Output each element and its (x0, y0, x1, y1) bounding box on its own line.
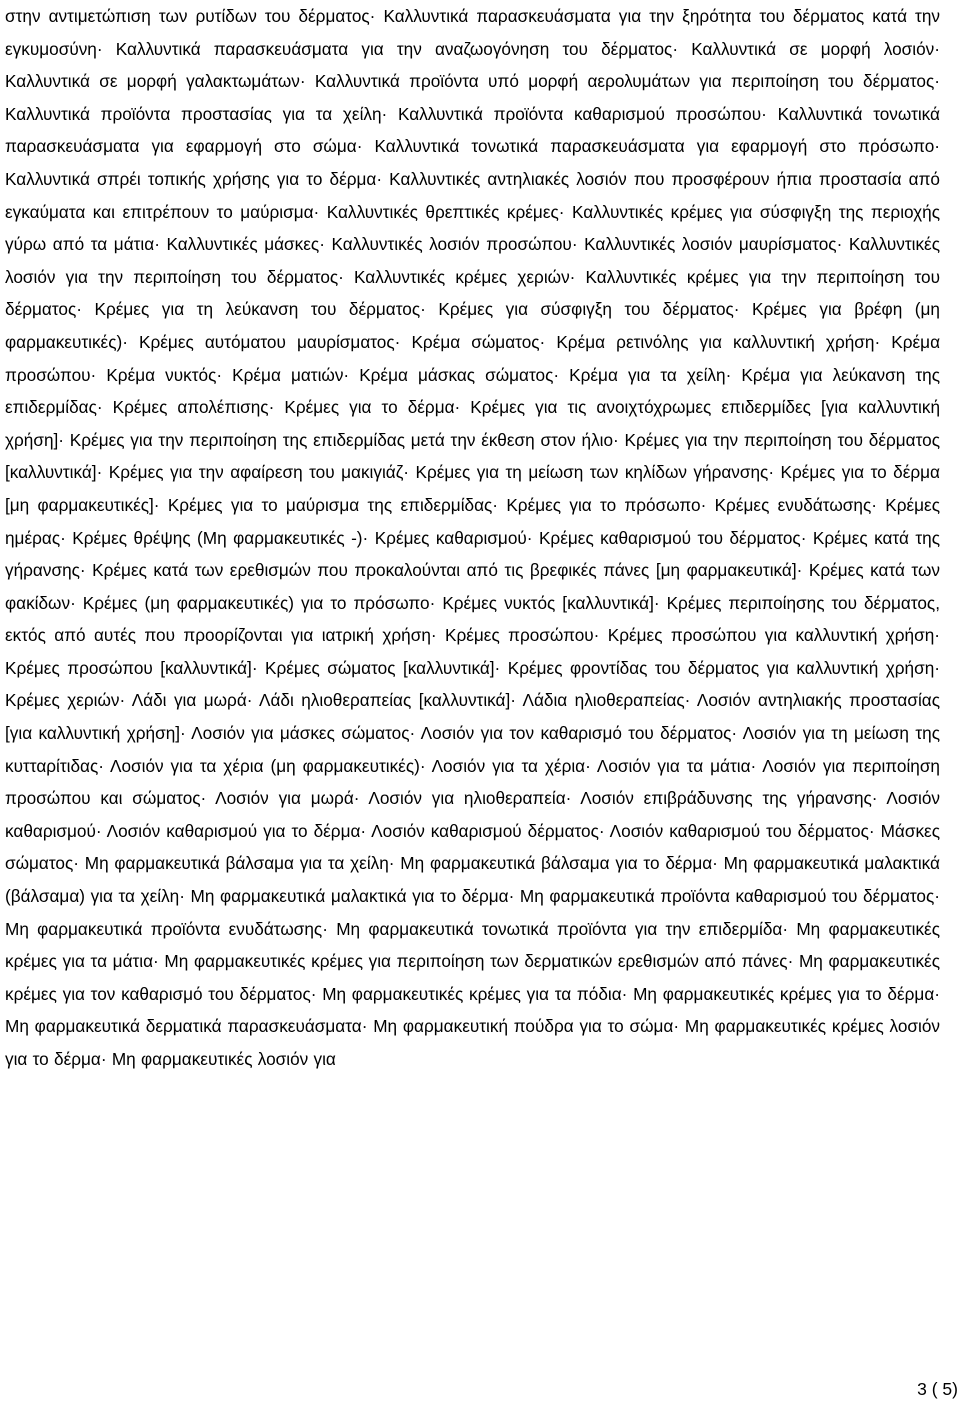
document-body-text: στην αντιμετώπιση των ρυτίδων του δέρματος· Καλλυντικά παρασκευάσματα για την ξηρότητα του δέρματος κατά την εγκυμοσύνη· Καλλυντικά παρασκευάσματα για την αναζωογόνηση του δέρματος· Καλλυντικά σε μορφή λοσιόν· Καλλυντικά σε μορφή γαλακτωμάτων· Καλλυντικά προϊόντα υπό μορφή αερολυμάτων για περιποίηση του δέρματος· Καλλυντικά προϊόντα προστασίας για τα χείλη· Καλλυντικά προϊόντα καθαρισμού προσώπου· Καλλυντικά τονωτικά παρασκευάσματα για εφαρμογή στο σώμα· Καλλυντικά τονωτικά παρασκευάσματα για εφαρμογή στο πρόσωπο· Καλλυντικά σπρέι τοπικής χρήσης για το δέρμα· Καλλυντικές αντηλιακές λοσιόν που προσφέρουν ήπια προστασία από εγκαύματα και επιτρέπουν το μαύρισμα· Καλλυντικές θρεπτικές κρέμες· Καλλυντικές κρέμες για σύσφιγξη της περιοχής γύρω από τα μάτια· Καλλυντικές μάσκες· Καλλυντικές λοσιόν προσώπου· Καλλυντικές λοσιόν μαυρίσματος· Καλλυντικές λοσιόν για την περιποίηση του δέρματος· Καλλυντικές κρέμες χεριών· Καλλυντικές κρέμες για την περιποίηση του δέρματος· Κρέμες για τη λεύκανση του δέρματος· Κρέμες για σύσφιγξη του δέρματος· Κρέμες για βρέφη (μη φαρμακευτικές)· Κρέμες αυτόματου μαυρίσματος· Κρέμα σώματος· Κρέμα ρετινόλης για καλλυντική χρήση· Κρέμα προσώπου· Κρέμα νυκτός· Κρέμα ματιών· Κρέμα μάσκας σώματος· Κρέμα για τα χείλη· Κρέμα για λεύκανση της επιδερμίδας· Κρέμες απολέπισης· Κρέμες για το δέρμα· Κρέμες για τις ανοιχτόχρωμες επιδερμίδες [για καλλυντική χρήση]· Κρέμες για την περιποίηση της επιδερμίδας μετά την έκθεση στον ήλιο· Κρέμες για την περιποίηση του δέρματος [καλλυντικά]· Κρέμες για την αφαίρεση του μακιγιάζ· Κρέμες για τη μείωση των κηλίδων γήρανσης· Κρέμες για το δέρμα [μη φαρμακευτικές]· Κρέμες για το μαύρισμα της επιδερμίδας· Κρέμες για το πρόσωπο· Κρέμες ενυδάτωσης· Κρέμες ημέρας· Κρέμες θρέψης (Μη φαρμακευτικές -)· Κρέμες καθαρισμού· Κρέμες καθαρισμού του δέρματος· Κρέμες κατά της γήρανσης· Κρέμες κατά των ερεθισμών που προκαλούνται από τις βρεφικές πάνες [μη φαρμακευτικά]· Κρέμες κατά των φακίδων· Κρέμες (μη φαρμακευτικές) για το πρόσωπο· Κρέμες νυκτός [καλλυντικά]· Κρέμες περιποίησης του δέρματος, εκτός από αυτές που προορίζονται για ιατρική χρήση· Κρέμες προσώπου· Κρέμες προσώπου για καλλυντική χρήση· Κρέμες προσώπου [καλλυντικά]· Κρέμες σώματος [καλλυντικά]· Κρέμες φροντίδας του δέρματος για καλλυντική χρήση· Κρέμες χεριών· Λάδι για μωρά· Λάδι ηλιοθεραπείας [καλλυντικά]· Λάδια ηλιοθεραπείας· Λοσιόν αντηλιακής προστασίας [για καλλυντική χρήση]· Λοσιόν για μάσκες σώματος· Λοσιόν για τον καθαρισμό του δέρματος· Λοσιόν για τη μείωση της κυτταρίτιδας· Λοσιόν για τα χέρια (μη φαρμακευτικές)· Λοσιόν για τα χέρια· Λοσιόν για τα μάτια· Λοσιόν για περιποίηση προσώπου και σώματος· Λοσιόν για μωρά· Λοσιόν για ηλιοθεραπεία· Λοσιόν επιβράδυνσης της γήρανσης· Λοσιόν καθαρισμού· Λοσιόν καθαρισμού για το δέρμα· Λοσιόν καθαρισμού δέρματος· Λοσιόν καθαρισμού του δέρματος· Μάσκες σώματος· Μη φαρμακευτικά βάλσαμα για τα χείλη· Μη φαρμακευτικά βάλσαμα για το δέρμα· Μη φαρμακευτικά μαλακτικά (βάλσαμα) για τα χείλη· Μη φαρμακευτικά μαλακτικά για το δέρμα· Μη φαρμακευτικά προϊόντα καθαρισμού του δέρματος· Μη φαρμακευτικά προϊόντα ενυδάτωσης· Μη φαρμακευτικά τονωτικά προϊόντα για την επιδερμίδα· Μη φαρμακευτικές κρέμες για τα μάτια· Μη φαρμακευτικές κρέμες για περιποίηση των δερματικών ερεθισμών από πάνες· Μη φαρμακευτικές κρέμες για τον καθαρισμό του δέρματος· Μη φαρμακευτικές κρέμες για τα πόδια· Μη φαρμακευτικές κρέμες για το δέρμα· Μη φαρμακευτικά δερματικά παρασκευάσματα· Μη φαρμακευτική πούδρα για το σώμα· Μη φαρμακευτικές κρέμες λοσιόν για το δέρμα· Μη φαρμακευτικές λοσιόν για (5, 6, 940, 1069)
page-number: 3 ( 5) (917, 1379, 958, 1399)
